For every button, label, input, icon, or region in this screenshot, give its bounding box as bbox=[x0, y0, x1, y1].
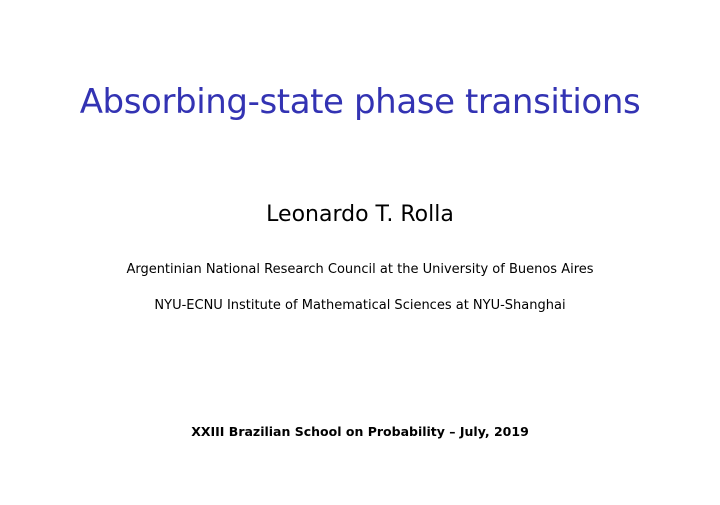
event-line: XXIII Brazilian School on Probability – July, 2019 bbox=[191, 424, 529, 439]
slide-title: Absorbing-state phase transitions bbox=[79, 82, 641, 122]
author-name: Leonardo T. Rolla bbox=[266, 202, 454, 227]
affiliation-1: Argentinian National Research Council at the University of Buenos Aires bbox=[126, 262, 594, 277]
affiliation-2: NYU-ECNU Institute of Mathematical Sciences at NYU-Shanghai bbox=[154, 298, 566, 313]
